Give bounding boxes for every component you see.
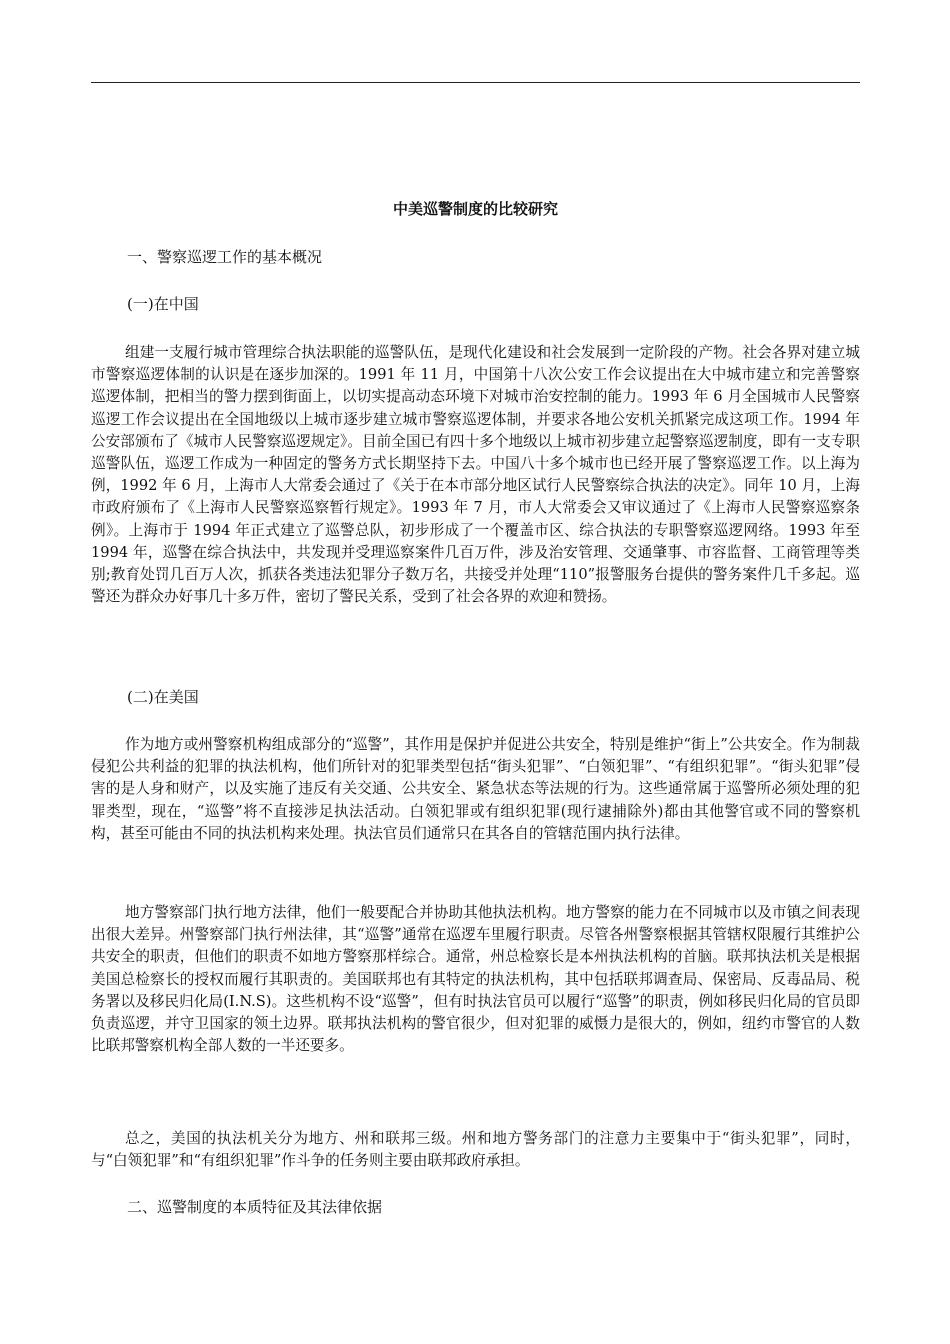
subsection-heading-usa: (二)在美国	[127, 688, 199, 706]
header-rule	[91, 82, 860, 83]
paragraph-china-overview: 组建一支履行城市管理综合执法职能的巡警队伍，是现代化建设和社会发展到一定阶段的产物。社会各界对建立城市警察巡逻体制的认识是在逐步加深的。1991 年 11 月，中国第十八次公安工作会议提出在大中城市建立和完善警察巡逻体制，把相当的警力摆到街面上，以切实提高动态环境下对城市治安控制的能力。1993 年 6 月全国城市人民警察巡逻工作会议提出在全国地级以上城市逐步建立城市警察巡逻体制，并要求各地公安机关抓紧完成这项工作。1994 年公安部颁布了《城市人民警察巡逻规定》。目前全国已有四十多个地级以上城市初步建立起警察巡逻制度，即有一支专职巡警队伍，巡逻工作成为一种固定的警务方式长期坚持下去。中国八十多个城市也已经开展了警察巡逻工作。以上海为例，1992 年 6 月，上海市人大常委会通过了《关于在本市部分地区试行人民警察综合执法的决定》。同年 10 月，上海市政府颁布了《上海市人民警察巡察暂行规定》。1993 年 7 月，市人大常委会又审议通过了《上海市人民警察巡察条例》。上海市于 1994 年正式建立了巡警总队，初步形成了一个覆盖市区、综合执法的专职警察巡逻网络。1993 年至 1994 年，巡警在综合执法中，共发现并受理巡察案件几百万件，涉及治安管理、交通肇事、市容监督、工商管理等类别;教育处罚几百万人次，抓获各类违法犯罪分子数万名，共接受并处理“110”报警服务台提供的警务案件几千多起。巡警还为群众办好事几十多万件，密切了警民关系，受到了社会各界的欢迎和赞扬。	[91, 344, 860, 606]
paragraph-usa-agencies: 地方警察部门执行地方法律，他们一般要配合并协助其他执法机构。地方警察的能力在不同城市以及市镇之间表现出很大差异。州警察部门执行州法律，其“巡警”通常在巡逻车里履行职责。尽管各州警察根据其管辖权限履行其维护公共安全的职责，但他们的职责不如地方警察那样综合。通常，州总检察长是本州执法机构的首脑。联邦执法机关是根据美国总检察长的授权而履行其职责的。美国联邦也有其特定的执法机构，其中包括联邦调查局、保密局、反毒品局、税务署以及移民归化局(I.N.S)。这些机构不设“巡警”，但有时执法官员可以履行“巡警”的职责，例如移民归化局的官员即负责巡逻，并守卫国家的领土边界。联邦执法机构的警官很少，但对犯罪的威慑力是很大的，例如，纽约市警官的人数比联邦警察机构全部人数的一半还要多。	[91, 904, 860, 1055]
paragraph-usa-summary: 总之，美国的执法机关分为地方、州和联邦三级。州和地方警务部门的注意力主要集中于“街头犯罪”，同时，与“白领犯罪”和“有组织犯罪”作斗争的任务则主要由联邦政府承担。	[91, 1130, 860, 1170]
section-heading-1: 一、警察巡逻工作的基本概况	[127, 248, 323, 266]
subsection-heading-china: (一)在中国	[127, 295, 199, 313]
document-title: 中美巡警制度的比较研究	[392, 200, 558, 218]
section-heading-2: 二、巡警制度的本质特征及其法律依据	[127, 1198, 383, 1216]
paragraph-usa-patrol-role: 作为地方或州警察机构组成部分的“巡警”，其作用是保护并促进公共安全，特别是维护“街上”公共安全。作为制裁侵犯公共利益的犯罪的执法机构，他们所针对的犯罪类型包括“街头犯罪”、“白领犯罪”、“有组织犯罪”。“街头犯罪”侵害的是人身和财产，以及实施了违反有关交通、公共安全、紧急状态等法规的行为。这些通常属于巡警所必须处理的犯罪类型，现在，“巡警”将不直接涉足执法活动。白领犯罪或有组织犯罪(现行逮捕除外)都由其他警官或不同的警察机构，甚至可能由不同的执法机构来处理。执法官员们通常只在其各自的管辖范围内执行法律。	[91, 736, 860, 842]
